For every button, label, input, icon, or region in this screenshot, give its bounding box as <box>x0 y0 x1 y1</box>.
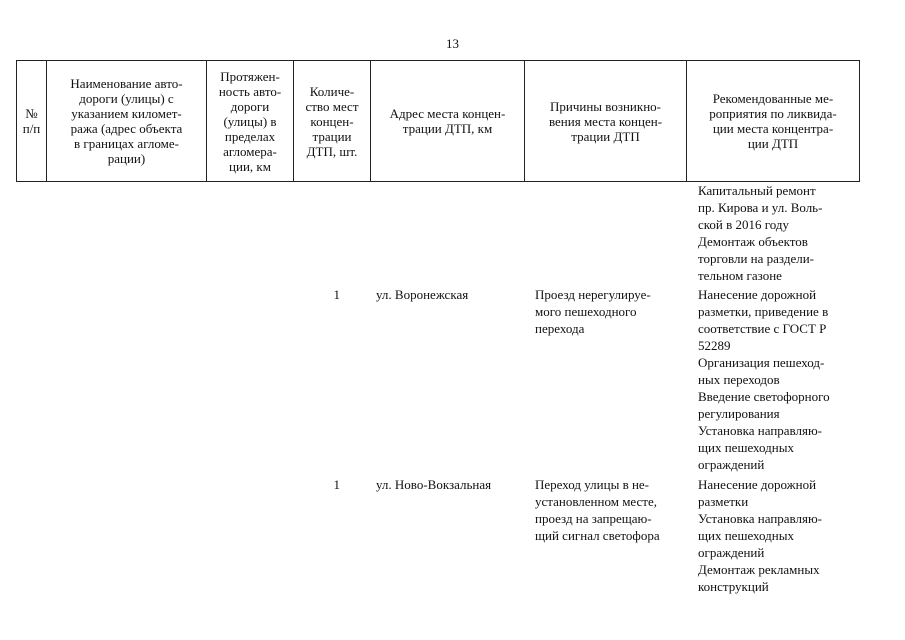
text-line: соответствие с ГОСТ Р <box>698 321 827 336</box>
text-line: щих пешеходных <box>698 440 794 455</box>
text-line: № <box>25 106 38 121</box>
text-line: агломера- <box>223 143 277 159</box>
header-col-number <box>17 61 47 182</box>
row-address: ул. Воронежская <box>376 287 469 302</box>
text-line: вения места концен- <box>548 113 663 129</box>
text-line: мого пешеходного <box>535 304 637 319</box>
header-col-length <box>207 61 294 182</box>
text-line: пр. Кирова и ул. Воль- <box>698 200 823 215</box>
text-line: щий сигнал светофора <box>535 528 660 543</box>
text-line: п/п <box>22 121 41 136</box>
row-address: ул. Ново-Вокзальная <box>376 477 492 492</box>
text-line: трации ДТП, км <box>402 121 493 136</box>
text-line: ции ДТП <box>747 136 799 151</box>
text-line: дороги (улицы) с <box>79 91 174 106</box>
text-line: ограждений <box>698 545 765 560</box>
text-line: ции места концентра- <box>712 121 834 136</box>
text-line: ных переходов <box>698 372 780 387</box>
row-recommendations <box>698 286 830 473</box>
text-line: разметки, приведение в <box>698 304 829 319</box>
text-line: ской в 2016 году <box>698 217 790 232</box>
table-header <box>16 60 860 182</box>
text-line: в границах агломе- <box>74 136 179 151</box>
text-line: пределах <box>224 128 276 144</box>
text-line: указанием километ- <box>71 106 182 121</box>
row-count: 1 <box>333 477 340 492</box>
text-line: Демонтаж объектов <box>698 234 808 249</box>
text-line: ство мест <box>305 98 359 114</box>
text-line: проезд на запрещаю- <box>535 511 652 526</box>
text-line: ограждений <box>698 457 765 472</box>
text-line: роприятия по ликвида- <box>709 106 837 121</box>
text-line: Установка направляю- <box>698 423 823 438</box>
continued-recommendations <box>698 182 822 284</box>
row-reasons <box>535 476 660 544</box>
text-line: Введение светофорного <box>698 389 830 404</box>
text-line: Количе- <box>309 83 355 99</box>
text-line: трации ДТП <box>571 128 640 144</box>
header-col-road <box>47 61 207 182</box>
text-line: Нанесение дорожной <box>698 477 817 492</box>
text-line: Капитальный ремонт <box>698 183 816 198</box>
header-col-count <box>294 61 371 182</box>
header-col-reasons <box>525 61 687 182</box>
row-recommendations <box>698 476 822 595</box>
text-line: щих пешеходных <box>698 528 794 543</box>
text-line: перехода <box>535 321 585 336</box>
text-line: Причины возникно- <box>550 98 661 114</box>
text-line: Переход улицы в не- <box>535 477 650 492</box>
text-line: рации) <box>107 151 146 166</box>
text-line: разметки <box>698 494 749 509</box>
text-line: Организация пешеход- <box>698 355 825 370</box>
text-line: Протяжен- <box>220 68 280 84</box>
text-line: Проезд нерегулируе- <box>535 287 651 302</box>
page-number: 13 <box>446 36 459 51</box>
text-line: регулирования <box>698 406 780 421</box>
header-col-measures <box>687 61 860 182</box>
text-line: тельном газоне <box>698 268 782 283</box>
text-line: Наименование авто- <box>70 76 183 91</box>
text-line: трации <box>312 128 352 144</box>
text-line: ДТП, шт. <box>306 143 358 159</box>
text-line: ность авто- <box>218 83 282 99</box>
text-line: торговли на раздели- <box>698 251 814 266</box>
text-line: ции, км <box>229 158 271 174</box>
text-line: Адрес места концен- <box>389 106 506 121</box>
text-line: (улицы) в <box>223 113 277 129</box>
text-line: дороги <box>230 98 270 114</box>
text-line: 52289 <box>698 338 731 353</box>
text-line: конструкций <box>698 579 769 594</box>
text-line: Нанесение дорожной <box>698 287 817 302</box>
text-line: Рекомендованные ме- <box>712 91 834 106</box>
header-col-address <box>371 61 525 182</box>
row-reasons <box>535 286 651 337</box>
text-line: установленном месте, <box>535 494 657 509</box>
row-count: 1 <box>333 287 340 302</box>
text-line: Демонтаж рекламных <box>698 562 820 577</box>
header-row <box>17 61 860 182</box>
text-line: концен- <box>310 113 354 129</box>
text-line: Установка направляю- <box>698 511 823 526</box>
text-line: ража (адрес объекта <box>70 121 183 136</box>
